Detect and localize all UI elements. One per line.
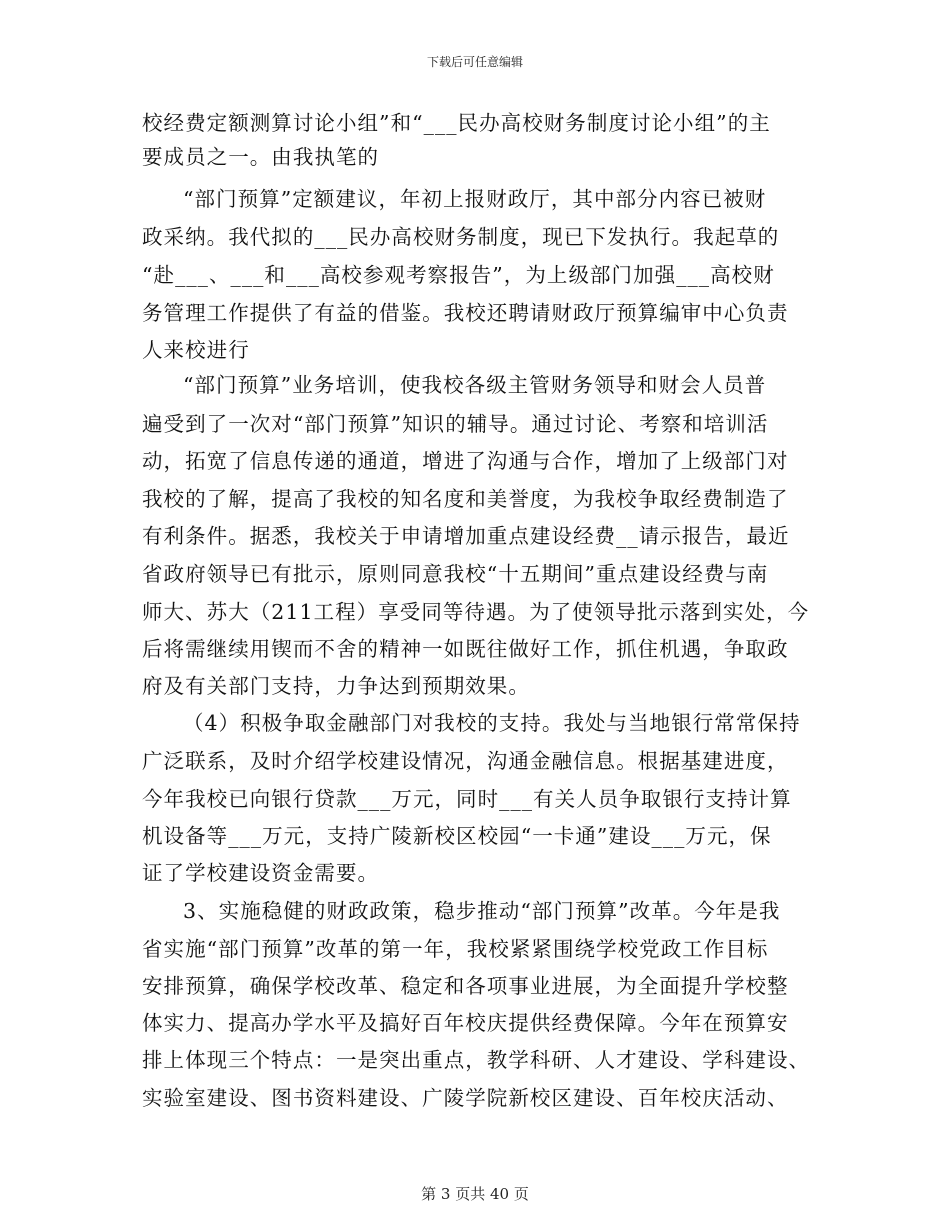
text-line: 有利条件。据悉，我校关于申请增加重点建设经费__请示报告，最近: [142, 524, 790, 548]
text-line: 机设备等___万元，支持广陵新校区校园“一卡通”建设___万元，保: [142, 824, 772, 848]
text-line: 动，拓宽了信息传递的通道，增进了沟通与合作，增加了上级部门对: [142, 449, 789, 473]
text-line: 务管理工作提供了有益的借鉴。我校还聘请财政厅预算编审中心负责: [142, 301, 789, 325]
text-line: 后将需继续用锲而不舍的精神一如既往做好工作，抓住机遇，争取政: [142, 637, 789, 661]
text-line: 人来校进行: [142, 338, 250, 362]
text-line: 排上体现三个特点：一是突出重点，教学科研、人才建设、学科建设、: [142, 1048, 811, 1072]
text-line: 省政府领导已有批示，原则同意我校“十五期间”重点建设经费与南: [142, 562, 769, 586]
text-line: 广泛联系，及时介绍学校建设情况，沟通金融信息。根据基建进度，: [142, 749, 789, 773]
text-line: 体实力、提高办学水平及搞好百年校庆提供经费保障。今年在预算安: [142, 1011, 789, 1035]
text-line: “部门预算”定额建议，年初上报财政厅，其中部分内容已被财: [183, 187, 767, 211]
text-line: 证了学校建设资金需要。: [142, 861, 380, 885]
text-line: 省实施“部门预算”改革的第一年，我校紧紧围绕学校党政工作目标: [142, 937, 769, 961]
page-footer: 第 3 页共 40 页: [421, 1185, 529, 1203]
text-line: “部门预算”业务培训，使我校各级主管财务领导和财会人员普: [183, 373, 767, 397]
text-line: 今年我校已向银行贷款___万元，同时___有关人员争取银行支持计算: [142, 787, 792, 811]
text-line: “赴___、___和___高校参观考察报告”，为上级部门加强___高校财: [142, 263, 775, 287]
page-header: 下载后可任意编辑: [426, 55, 523, 69]
text-line: 实验室建设、图书资料建设、广陵学院新校区建设、百年校庆活动、: [142, 1086, 789, 1110]
text-line: 校经费定额测算讨论小组”和“___民办高校财务制度讨论小组”的主: [142, 111, 771, 135]
text-line: （4）积极争取金融部门对我校的支持。我处与当地银行常常保持: [183, 711, 801, 735]
text-line: 遍受到了一次对“部门预算”知识的辅导。通过讨论、考察和培训活: [142, 412, 769, 436]
text-line: 我校的了解，提高了我校的知名度和美誉度，为我校争取经费制造了: [142, 487, 789, 511]
text-line: 府及有关部门支持，力争达到预期效果。: [142, 674, 530, 698]
text-line: 师大、苏大（211工程）享受同等待遇。为了使领导批示落到实处，今: [142, 600, 810, 624]
text-line: 要成员之一。由我执笔的: [142, 145, 380, 169]
text-line: 3、实施稳健的财政政策，稳步推动“部门预算”改革。今年是我: [183, 899, 781, 923]
text-line: 安排预算，确保学校改革、稳定和各项事业进展，为全面提升学校整: [142, 974, 789, 998]
text-line: 政采纳。我代拟的___民办高校财务制度，现已下发执行。我起草的: [142, 225, 780, 249]
